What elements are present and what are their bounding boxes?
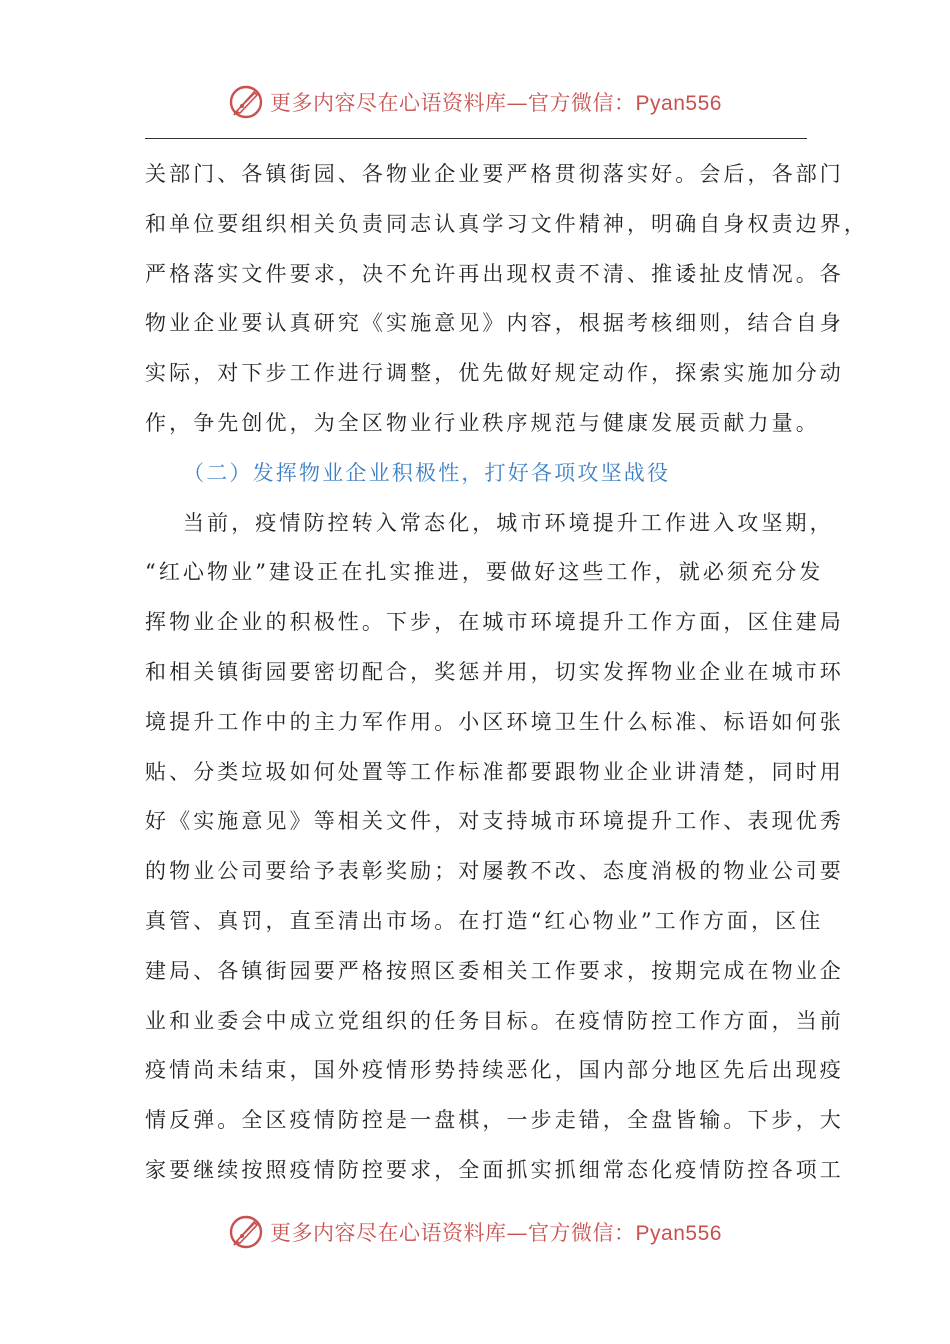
document-body — [145, 150, 868, 1196]
text-line: 建局、各镇街园要严格按照区委相关工作要求，按期完成在物业企 — [145, 958, 844, 983]
header-banner — [0, 82, 950, 122]
text-line: 情反弹。全区疫情防控是一盘棋，一步走错，全盘皆输。下步，大 — [145, 1108, 844, 1133]
text-line: 挥物业企业的积极性。下步，在城市环境提升工作方面，区住建局 — [145, 610, 844, 635]
text-line: 疫情尚未结束，国外疫情形势持续恶化，国内部分地区先后出现疫 — [145, 1058, 844, 1083]
text-line: 当前，疫情防控转入常态化，城市环境提升工作进入攻坚期， — [183, 510, 834, 535]
text-line: 真管、真罚，直至清出市场。在打造“红心物业”工作方面，区住 — [145, 908, 824, 933]
text-line: 和相关镇街园要密切配合，奖惩并用，切实发挥物业企业在城市环 — [145, 659, 844, 684]
text-line: 物业企业要认真研究《实施意见》内容，根据考核细则，结合自身 — [145, 311, 844, 336]
text-line: 严格落实文件要求，决不允许再出现权责不清、推诿扯皮情况。各 — [145, 261, 844, 286]
text-line: 和单位要组织相关负责同志认真学习文件精神，明确自身权责边界， — [145, 211, 868, 236]
section-heading: （二）发挥物业企业积极性，打好各项攻坚战役 — [183, 460, 671, 485]
text-line: 家要继续按照疫情防控要求，全面抓实抓细常态化疫情防控各项工 — [145, 1157, 844, 1182]
text-line: 好《实施意见》等相关文件，对支持城市环境提升工作、表现优秀 — [145, 809, 844, 834]
footer-banner-text: 更多内容尽在心语资料库—官方微信：Pyan556 — [270, 1221, 722, 1245]
quill-logo-icon — [228, 1214, 264, 1250]
text-line: 关部门、各镇街园、各物业企业要严格贯彻落实好。会后，各部门 — [145, 162, 844, 186]
text-line: 实际，对下步工作进行调整，优先做好规定动作，探索实施加分动 — [145, 361, 844, 386]
footer-banner — [0, 1212, 950, 1252]
paragraph-continued — [145, 150, 868, 449]
text-line: 境提升工作中的主力军作用。小区环境卫生什么标准、标语如何张 — [145, 709, 844, 734]
header-banner-text: 更多内容尽在心语资料库—官方微信：Pyan556 — [270, 91, 722, 115]
text-line: 作，争先创优，为全区物业行业秩序规范与健康发展贡献力量。 — [145, 410, 820, 435]
text-line: 贴、分类垃圾如何处置等工作标准都要跟物业企业讲清楚，同时用 — [145, 759, 844, 784]
text-line: “红心物业”建设正在扎实推进，要做好这些工作，就必须充分发 — [145, 560, 824, 585]
text-line: 业和业委会中成立党组织的任务目标。在疫情防控工作方面，当前 — [145, 1008, 844, 1033]
quill-logo-icon — [228, 84, 264, 120]
paragraph-main — [145, 499, 844, 1196]
header-divider — [145, 138, 807, 139]
text-line: 的物业公司要给予表彰奖励；对屡教不改、态度消极的物业公司要 — [145, 859, 844, 884]
